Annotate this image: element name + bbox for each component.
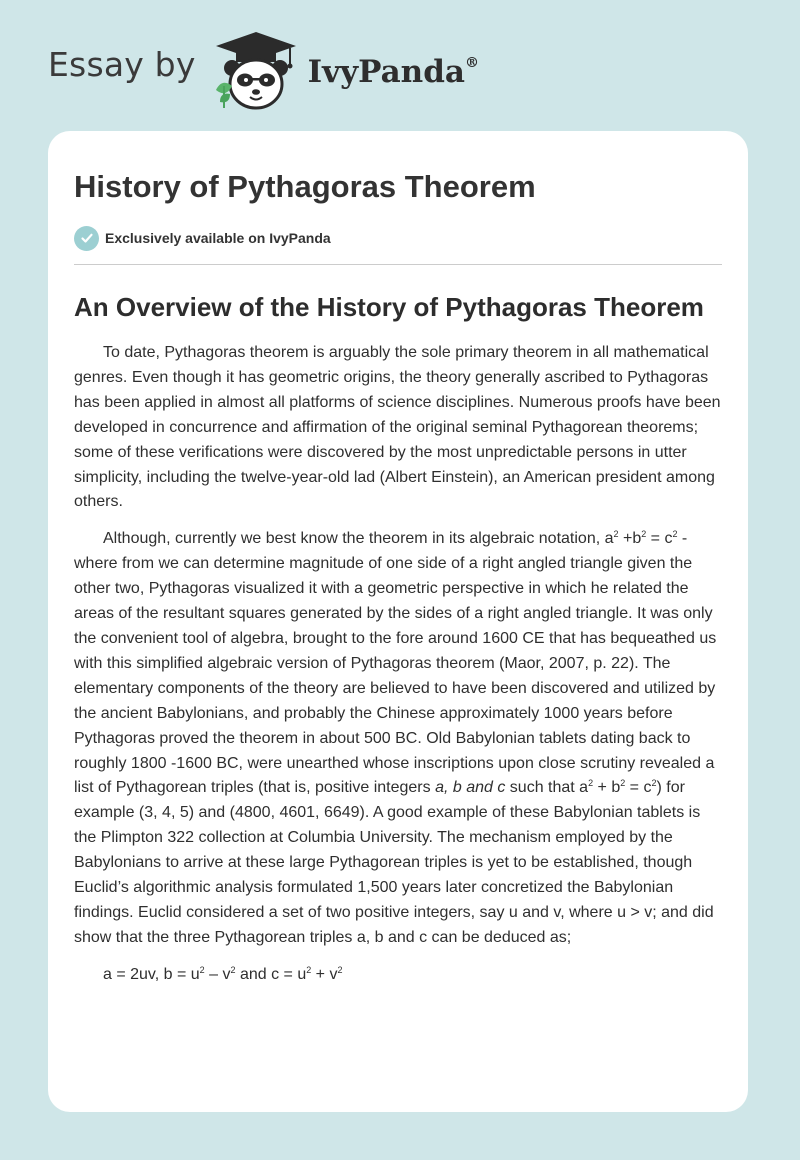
euclid-formula: a = 2uv, $b = u^2 - v^2$ and $c = u^2 + v^2$ <box>103 964 343 983</box>
section-heading: An Overview of the History of Pythagoras Theorem <box>74 292 704 322</box>
paragraph-2: Although, currently we best know the theorem in its algebraic notation, $a^2 +b^2 = c^2$ - where from we can determine magnitude of one side of a right angled triangle given the other two, Pythagoras visualized it with a geometric perspective in which he related the areas of the resultant squares generated by the sides of a right angled triangle. It was only the convenient tool of algebra, brought to the fore around 1600 CE that has bequeathed us with this simplified algebraic version of Pythagoras theorem (Maor, 2007, p. 22). The elementary components of the theory are believed to have been discovered and utilized by the ancient Babylonians, and probably the Chinese approximately 1000 years before Pythagoras proved the theorem in about 500 BC. Old Babylonian tablets dating back to roughly 1800 -1600 BC, were unearthed whose inscriptions upon close scrutiny revealed a list of Pythagorean triples (that is, positive integers a, b and c such that $a^2 + b^2 = c^2$) for example (3, 4, 5) and (4800, 4601, 6649). A good example of these Babylonian tablets is the Plimpton 322 collection at Columbia University. The mechanism employed by the Babylonians to arrive at these large Pythagorean triples is yet to be established, though Euclid’s algorithmic analysis formulated 1,500 years later concretized the Babylonian findings. Euclid considered a set of two positive integers, say u and v, where u > v; and did show that the three Pythagorean triples a, b and c can be deduced as; <box>74 529 717 946</box>
exclusive-badge <box>74 225 722 251</box>
article-card <box>48 131 748 1112</box>
page-title: History of Pythagoras Theorem <box>74 169 536 204</box>
paragraph-1: To date, Pythagoras theorem is arguably the sole primary theorem in all mathematical genres. Even though it has geometric origins, the theory generally ascribed to Pythagoras has been applied in almost all platforms of science disciplines. Numerous proofs have been developed in concurrence and affirmation of the original seminal Pythagorean theorems; some of these verifications were discovered by the most unpredictable persons in utter simplicity, including the twelve-year-old lad (Albert Einstein), an American president among others. <box>74 344 721 511</box>
exclusive-badge-text: Exclusively available on IvyPanda <box>105 230 331 246</box>
brand-prefix: Essay by <box>48 44 196 84</box>
check-circle-icon <box>74 226 99 251</box>
divider <box>74 264 722 265</box>
panda-logo-icon[interactable] <box>210 28 308 117</box>
brand-header <box>48 30 479 114</box>
brand-name[interactable]: IvyPanda® <box>307 54 479 90</box>
